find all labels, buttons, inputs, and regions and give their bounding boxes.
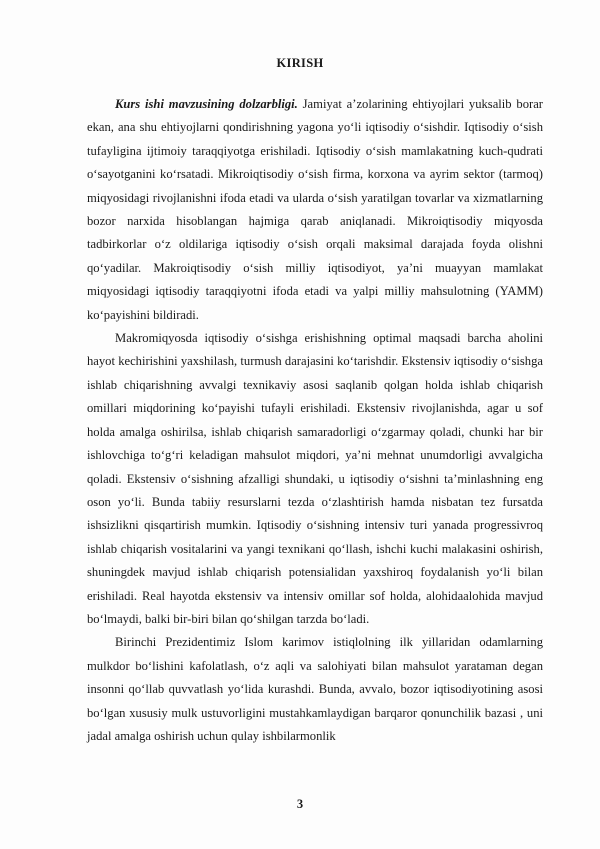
paragraph-text: Birinchi Prezidentimiz Islom karimov istiqlolning ilk yillaridan odamlarning mulkdor bo‘lishini kafolatlash, o‘z aqli va salohiyati bilan mahsulot yarataman degan insonni qo‘llab quvvatlash yo‘lida kurashdi. Bunda, avvalo, bozor iqtisodiyotining asosi bo‘lgan xususiy mulk ustuvorligini mustahkamlaydigan barqaror qonunchilik bazasi , uni jadal amalga oshirish uchun qulay ishbilarmonlik <box>87 635 543 743</box>
page-number: 3 <box>296 797 304 811</box>
paragraph-1 <box>87 93 543 327</box>
paragraph-text: Jamiyat a’zolarining ehtiyojlari yuksalib borar ekan, ana shu ehtiyojlarni qondirishning yagona yo‘li iqtisodiy o‘sishdir. Iqtisodiy o‘sish tufayligina ijtimoiy taraqqiyotga erishiladi. Iqtisodiy o‘sish mamlakatning kuch-qudrati o‘sayotganini ko‘rsatadi. Mikroiqtisodiy o‘sish firma, korxona va ayrim sektor (tarmoq) miqyosidagi rivojlanishni ifoda etadi va ularda o‘sish yaratilgan tovarlar va xizmatlarning bozor narxida hisoblangan hajmiga qarab aniqlanadi. Mikroiqtisodiy miqyosda tadbirkorlar o‘z oldilariga iqtisodiy o‘sish orqali maksimal darajada foyda olishni qo‘yadilar. Makroiqtisodiy o‘sish milliy iqtisodiyot, ya’ni muayyan mamlakat miqyosidagi iqtisodiy taraqqiyotni ifoda etadi va yalpi milliy mahsulotning (YAMM) ko‘payishini bildiradi. <box>87 97 543 322</box>
paragraph-lead: Kurs ishi mavzusining dolzarbligi. <box>115 97 298 111</box>
page-title: KIRISH <box>276 56 324 70</box>
paragraph-3 <box>87 631 543 748</box>
document-body <box>87 93 543 748</box>
paragraph-2 <box>87 327 543 631</box>
paragraph-text: Makromiqyosda iqtisodiy o‘sishga erishishning optimal maqsadi barcha aholini hayot kechirishini yaxshilash, turmush darajasini ko‘tarishdir. Ekstensiv iqtisodiy o‘sishga ishlab chiqarishning avvalgi texnikaviy asosi saqlanib qolgan holda ishlab chiqarish omillari miqdorining ko‘payishi tufayli erishiladi. Ekstensiv rivojlanishda, agar u sof holda amalga oshirilsa, ishlab chiqarish samaradorligi o‘zgarmay qoladi, chunki har bir ishlovchiga to‘g‘ri keladigan mahsulot miqdori, ya’ni mehnat unumdorligi avvalgicha qoladi. Ekstensiv o‘sishning afzalligi shundaki, u iqtisodiy o‘sishni ta’minlashning eng oson yo‘li. Bunda tabiiy resurslarni tezda o‘zlashtirish hamda nisbatan tez fursatda ishsizlikni qisqartirish mumkin. Iqtisodiy o‘sishning intensiv turi yanada progressivroq ishlab chiqarish vositalarini va yangi texnikani qo‘llash, ishchi kuchi malakasini oshirish, shuningdek mavjud ishlab chiqarish potensialidan yaxshiroq foydalanish yo‘li bilan erishiladi. Real hayotda ekstensiv va intensiv omillar sof holda, alohidaalohida mavjud bo‘lmaydi, balki bir-biri bilan qo‘shilgan tarzda bo‘ladi. <box>87 331 543 626</box>
